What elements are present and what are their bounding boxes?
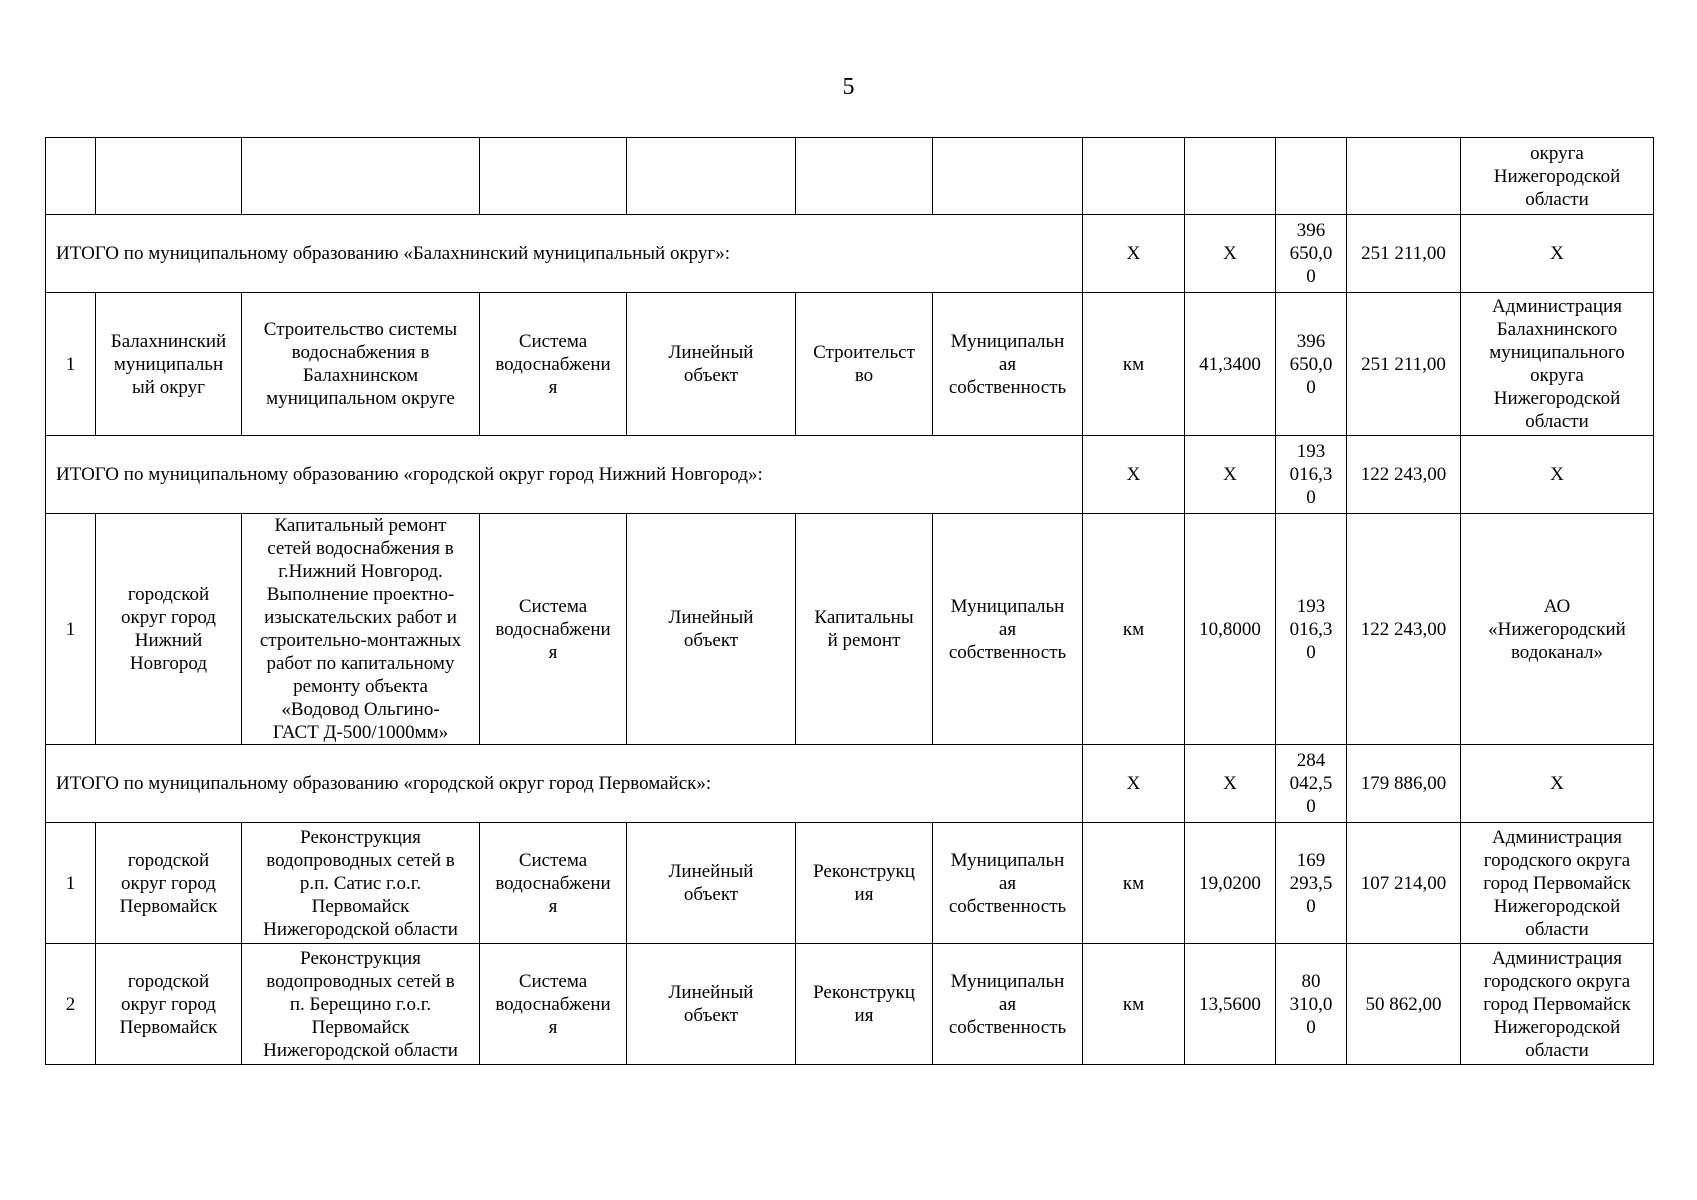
table-cell [46, 138, 96, 215]
object-type-cell [627, 944, 796, 1065]
total-subsidy: 251 211,00 [1361, 243, 1446, 264]
total-subsidy-cell [1347, 745, 1461, 823]
operator-cell-text: Администрация Балахнинского муниципального округа Нижегородской области [1489, 296, 1625, 432]
total-operator: Х [1550, 243, 1564, 264]
total-cost-cell [1276, 215, 1347, 293]
unit-cell-text: км [1122, 993, 1145, 1015]
table-cell [1347, 138, 1461, 215]
total-subsidy-cell [1347, 215, 1461, 293]
total-row [46, 215, 1654, 293]
municipality-cell-text: городской округ город Первомайск [119, 970, 218, 1038]
unit-cell-text: км [1122, 618, 1145, 640]
object-type-cell-text: Линейный объект [668, 342, 754, 386]
municipality-cell [96, 514, 242, 745]
system-cell-text: Система водоснабжени я [495, 330, 611, 398]
unit-cell [1083, 944, 1185, 1065]
row-number [46, 514, 96, 745]
object-type-cell-text: Линейный объект [668, 607, 754, 651]
total-unit: Х [1126, 464, 1141, 485]
total-capacity-cell [1185, 745, 1276, 823]
object-name-cell [242, 823, 480, 944]
total-row [46, 436, 1654, 514]
table-cell [1276, 138, 1347, 215]
total-capacity-cell [1185, 436, 1276, 514]
municipality-cell-text: городской округ город Первомайск [119, 849, 218, 917]
municipality-cell [96, 944, 242, 1065]
municipality-cell [96, 823, 242, 944]
operator-cell-text: Администрация городского округа город Первомайск Нижегородской области [1483, 826, 1631, 940]
total-capacity-cell [1185, 215, 1276, 293]
total-cost: 284 042,5 0 [1289, 750, 1333, 817]
row-number [46, 823, 96, 944]
cell-text: округа Нижегородской области [1493, 142, 1621, 210]
cost-cell-text: 169 293,5 0 [1289, 849, 1333, 917]
total-capacity: Х [1223, 464, 1237, 485]
object-type-cell-text: Линейный объект [668, 982, 754, 1026]
table-row [46, 514, 1654, 745]
work-type-cell [796, 944, 933, 1065]
system-cell-text: Система водоснабжени я [495, 849, 611, 917]
capacity-cell-text: 19,0200 [1199, 872, 1261, 894]
cost-cell [1276, 293, 1347, 436]
registry-table [45, 137, 1654, 1065]
capacity-cell-text: 10,8000 [1199, 618, 1261, 640]
operator-cell-text: Администрация городского округа город Первомайск Нижегородской области [1483, 947, 1631, 1061]
system-cell [480, 944, 627, 1065]
total-operator-cell [1461, 745, 1654, 823]
object-type-cell [627, 823, 796, 944]
total-row [46, 745, 1654, 823]
subsidy-cell [1347, 944, 1461, 1065]
table-row [46, 823, 1654, 944]
municipality-cell-text: городской округ город Нижний Новгород [121, 584, 216, 674]
object-name-cell [242, 944, 480, 1065]
subsidy-cell-text: 251 211,00 [1361, 353, 1446, 375]
total-cost-cell [1276, 745, 1347, 823]
system-cell [480, 293, 627, 436]
ownership-cell-text: Муниципальн ая собственность [948, 849, 1067, 917]
subsidy-cell-text: 122 243,00 [1360, 618, 1447, 640]
total-label: ИТОГО по муниципальному образованию «городской округ город Нижний Новгород»: [46, 436, 1083, 514]
work-type-cell-text: Строительст во [813, 342, 915, 386]
subsidy-cell-text: 50 862,00 [1365, 993, 1442, 1015]
total-unit-cell [1083, 215, 1185, 293]
work-type-cell-text: Капитальны й ремонт [814, 607, 914, 651]
cost-cell [1276, 944, 1347, 1065]
system-cell-text: Система водоснабжени я [495, 970, 611, 1038]
object-type-cell [627, 514, 796, 745]
unit-cell-text: км [1122, 353, 1145, 375]
object-name-cell-text: Строительство системы водоснабжения в Балахнинском муниципальном округе [263, 319, 458, 409]
subsidy-cell [1347, 514, 1461, 745]
subsidy-cell [1347, 823, 1461, 944]
object-name-cell-text: Капитальный ремонт сетей водоснабжения в г.Нижний Новгород. Выполнение проектно- изыскательских работ и строительно-монтажных работ по капитальному ремонту объекта «Водовод Ольгино- ГАСТ Д-500/1000мм» [259, 515, 462, 743]
table-cell [242, 138, 480, 215]
total-unit: Х [1126, 773, 1141, 794]
cost-cell-text: 80 310,0 0 [1289, 970, 1333, 1038]
unit-cell [1083, 293, 1185, 436]
continuation-row [46, 138, 1654, 215]
object-type-cell-text: Линейный объект [668, 861, 754, 905]
cost-cell [1276, 823, 1347, 944]
operator-cell [1461, 514, 1654, 745]
operator-cell-text: АО «Нижегородский водоканал» [1488, 595, 1626, 663]
subsidy-cell [1347, 293, 1461, 436]
row-number-text: 1 [65, 872, 76, 894]
table-cell [796, 138, 933, 215]
operator-cell [1461, 944, 1654, 1065]
total-capacity: Х [1223, 243, 1237, 264]
object-name-cell [242, 514, 480, 745]
table-row [46, 944, 1654, 1065]
ownership-cell [933, 944, 1083, 1065]
capacity-cell [1185, 944, 1276, 1065]
cost-cell-text: 396 650,0 0 [1289, 330, 1333, 398]
unit-cell-text: км [1122, 872, 1145, 894]
capacity-cell [1185, 514, 1276, 745]
object-name-cell-text: Реконструкция водопроводных сетей в п. Берещино г.о.г. Первомайск Нижегородской области [263, 947, 458, 1061]
municipality-cell [96, 293, 242, 436]
total-cost: 193 016,3 0 [1289, 441, 1333, 508]
table-cell [1461, 138, 1654, 215]
table-cell [627, 138, 796, 215]
total-unit-cell [1083, 436, 1185, 514]
object-name-cell-text: Реконструкция водопроводных сетей в р.п. Сатис г.о.г. Первомайск Нижегородской области [263, 826, 458, 940]
ownership-cell-text: Муниципальн ая собственность [948, 330, 1067, 398]
unit-cell [1083, 514, 1185, 745]
municipality-cell-text: Балахнинский муниципальн ый округ [110, 330, 227, 398]
row-number-text: 2 [65, 993, 76, 1015]
unit-cell [1083, 823, 1185, 944]
capacity-cell-text: 13,5600 [1199, 993, 1261, 1015]
table-cell [1083, 138, 1185, 215]
total-label: ИТОГО по муниципальному образованию «городской округ город Первомайск»: [46, 745, 1083, 823]
object-name-cell [242, 293, 480, 436]
total-subsidy: 179 886,00 [1360, 773, 1447, 794]
work-type-cell-text: Реконструкц ия [813, 982, 915, 1026]
system-cell [480, 823, 627, 944]
total-cost-cell [1276, 436, 1347, 514]
cost-cell [1276, 514, 1347, 745]
page-number: 5 [842, 74, 855, 100]
capacity-cell [1185, 823, 1276, 944]
table-cell [96, 138, 242, 215]
row-number-text: 1 [65, 618, 76, 640]
capacity-cell [1185, 293, 1276, 436]
object-type-cell [627, 293, 796, 436]
work-type-cell [796, 823, 933, 944]
ownership-cell-text: Муниципальн ая собственность [948, 595, 1067, 663]
capacity-cell-text: 41,3400 [1199, 353, 1261, 375]
row-number-text: 1 [65, 353, 76, 375]
total-subsidy: 122 243,00 [1360, 464, 1447, 485]
operator-cell [1461, 823, 1654, 944]
ownership-cell [933, 823, 1083, 944]
total-operator: Х [1550, 773, 1564, 794]
row-number [46, 944, 96, 1065]
table-cell [933, 138, 1083, 215]
table-cell [480, 138, 627, 215]
work-type-cell [796, 293, 933, 436]
row-number [46, 293, 96, 436]
table-cell [1185, 138, 1276, 215]
total-capacity: Х [1223, 773, 1237, 794]
operator-cell [1461, 293, 1654, 436]
total-operator-cell [1461, 436, 1654, 514]
subsidy-cell-text: 107 214,00 [1360, 872, 1447, 894]
work-type-cell-text: Реконструкц ия [813, 861, 915, 905]
total-unit-cell [1083, 745, 1185, 823]
total-cost: 396 650,0 0 [1289, 220, 1333, 287]
ownership-cell [933, 293, 1083, 436]
total-operator: Х [1550, 464, 1564, 485]
total-operator-cell [1461, 215, 1654, 293]
work-type-cell [796, 514, 933, 745]
system-cell [480, 514, 627, 745]
total-unit: Х [1126, 243, 1141, 264]
total-subsidy-cell [1347, 436, 1461, 514]
table-row [46, 293, 1654, 436]
ownership-cell [933, 514, 1083, 745]
total-label: ИТОГО по муниципальному образованию «Балахнинский муниципальный округ»: [46, 215, 1083, 293]
cost-cell-text: 193 016,3 0 [1289, 595, 1333, 663]
system-cell-text: Система водоснабжени я [495, 595, 611, 663]
ownership-cell-text: Муниципальн ая собственность [948, 970, 1067, 1038]
